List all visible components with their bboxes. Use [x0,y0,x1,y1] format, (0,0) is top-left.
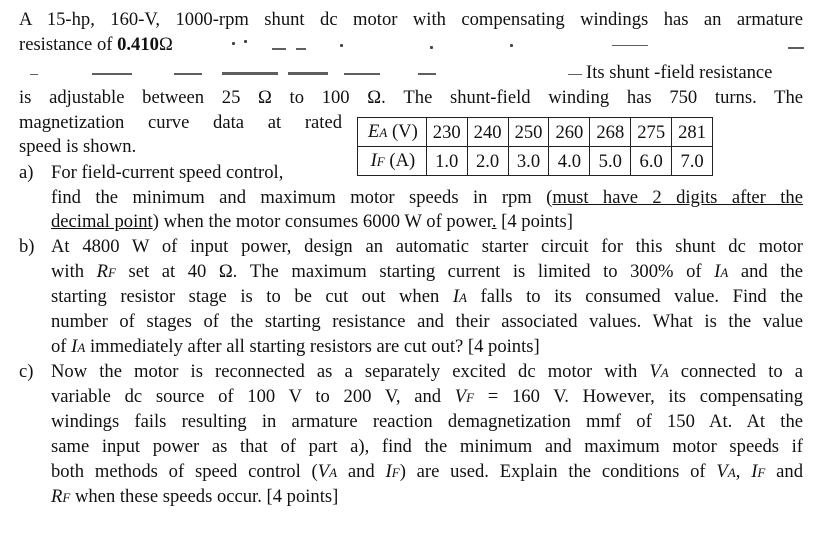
part-b-label: b) [19,236,35,257]
if-row [358,147,713,176]
problem-line-5: magnetization curve data at rated [19,112,342,133]
ea-cell: 250 [508,118,549,147]
part-b-line-2: with RF set at 40 Ω. The maximum starting current is limited to 300% of IA and the [51,261,803,282]
part-b-line-5: of IA immediately after all starting resistors are cut out? [4 points] [51,336,540,357]
ea-cell: 268 [590,118,631,147]
armature-resistance-value: 0.41 [117,34,150,55]
ea-row [358,118,713,147]
ea-cell: 275 [631,118,672,147]
ea-cell: 230 [426,118,467,147]
magnetization-curve-table [357,117,713,176]
ea-cell: 260 [549,118,590,147]
if-cell: 6.0 [631,147,672,176]
part-b-line-3: starting resistor stage is to be cut out when IA falls to its consumed value. Find the [51,286,803,307]
part-b-line-1: At 4800 W of input power, design an automatic starter circuit for this shunt dc motor [51,236,803,257]
part-c-line-2: variable dc source of 100 V to 200 V, and VF = 160 V. However, its compensating [51,386,803,407]
ea-header: EA (V) [358,118,427,147]
part-c-line-1: Now the motor is reconnected as a separately excited dc motor with VA connected to a [51,361,803,382]
part-c-line-5: both methods of speed control (VA and IF) are used. Explain the conditions of VA, IF and [51,461,803,482]
ea-cell: 240 [467,118,508,147]
if-cell: 5.0 [590,147,631,176]
problem-line-6: speed is shown. [19,136,137,157]
problem-line-2: resistance of 0.410Ω [19,34,173,55]
if-cell: 4.0 [549,147,590,176]
part-c-line-6: RF when these speeds occur. [4 points] [51,486,339,507]
problem-line-1: A 15-hp, 160-V, 1000-rpm shunt dc motor with compensating windings has an armature [19,9,803,30]
part-a-label: a) [19,162,34,183]
part-a-line-2: find the minimum and maximum motor speeds in rpm (must have 2 digits after the [51,187,803,208]
problem-line-4: is adjustable between 25 Ω to 100 Ω. The shunt-field winding has 750 turns. The [19,87,803,108]
if-header: IF (A) [358,147,427,176]
ea-cell: 281 [672,118,713,147]
part-b-line-4: number of stages of the starting resistance and their associated values. What is the value [51,311,803,332]
part-c-line-3: windings fails resulting in armature reaction demagnetization mmf of 150 At. At the [51,411,803,432]
if-cell: 3.0 [508,147,549,176]
part-a-line-1: For field-current speed control, [51,162,284,183]
part-c-line-4: same input power as that of part a), find the minimum and maximum motor speeds if [51,436,803,457]
if-cell: 2.0 [467,147,508,176]
part-c-label: c) [19,361,34,382]
if-cell: 7.0 [672,147,713,176]
problem-line-3: Its shunt -field resistance [586,62,773,83]
if-cell: 1.0 [426,147,467,176]
part-a-line-3: decimal point) when the motor consumes 6000 W of power. [4 points] [51,211,573,232]
